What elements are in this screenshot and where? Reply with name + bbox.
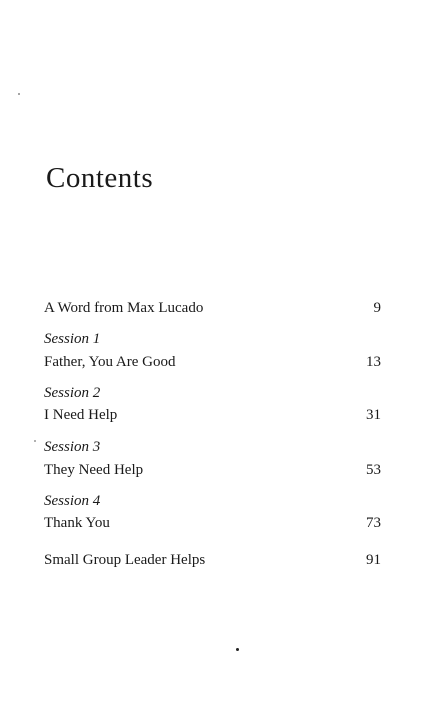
page-title: Contents [46,162,154,194]
toc-entry-title: Father, You Are Good [44,354,176,370]
toc-entry-title: Small Group Leader Helps [44,552,206,568]
toc-entry-page: 9 [373,300,381,316]
toc-entry-session-1 [44,355,381,375]
scan-speck [34,440,36,442]
toc-entry-page: 31 [366,407,381,423]
session-label: Session 3 [44,439,101,455]
toc-entry-session-3 [44,463,381,483]
toc-entry-page: 53 [366,462,381,478]
scan-speck [236,648,239,651]
toc-entry-page: 91 [366,552,381,568]
scan-speck [18,93,20,95]
toc-entry-session-4 [44,516,381,536]
toc-entry-leader-helps [44,553,381,573]
toc-entry-title: A Word from Max Lucado [44,300,204,316]
toc-entry-intro [44,301,381,321]
toc-entry-page: 73 [366,515,381,531]
session-label: Session 4 [44,493,101,509]
toc-entry-title: They Need Help [44,462,144,478]
toc-entry-title: Thank You [44,515,110,531]
toc-entry-session-2 [44,408,381,428]
toc-entry-title: I Need Help [44,407,118,423]
session-label: Session 1 [44,331,101,347]
session-label: Session 2 [44,385,101,401]
toc-entry-page: 13 [366,354,381,370]
